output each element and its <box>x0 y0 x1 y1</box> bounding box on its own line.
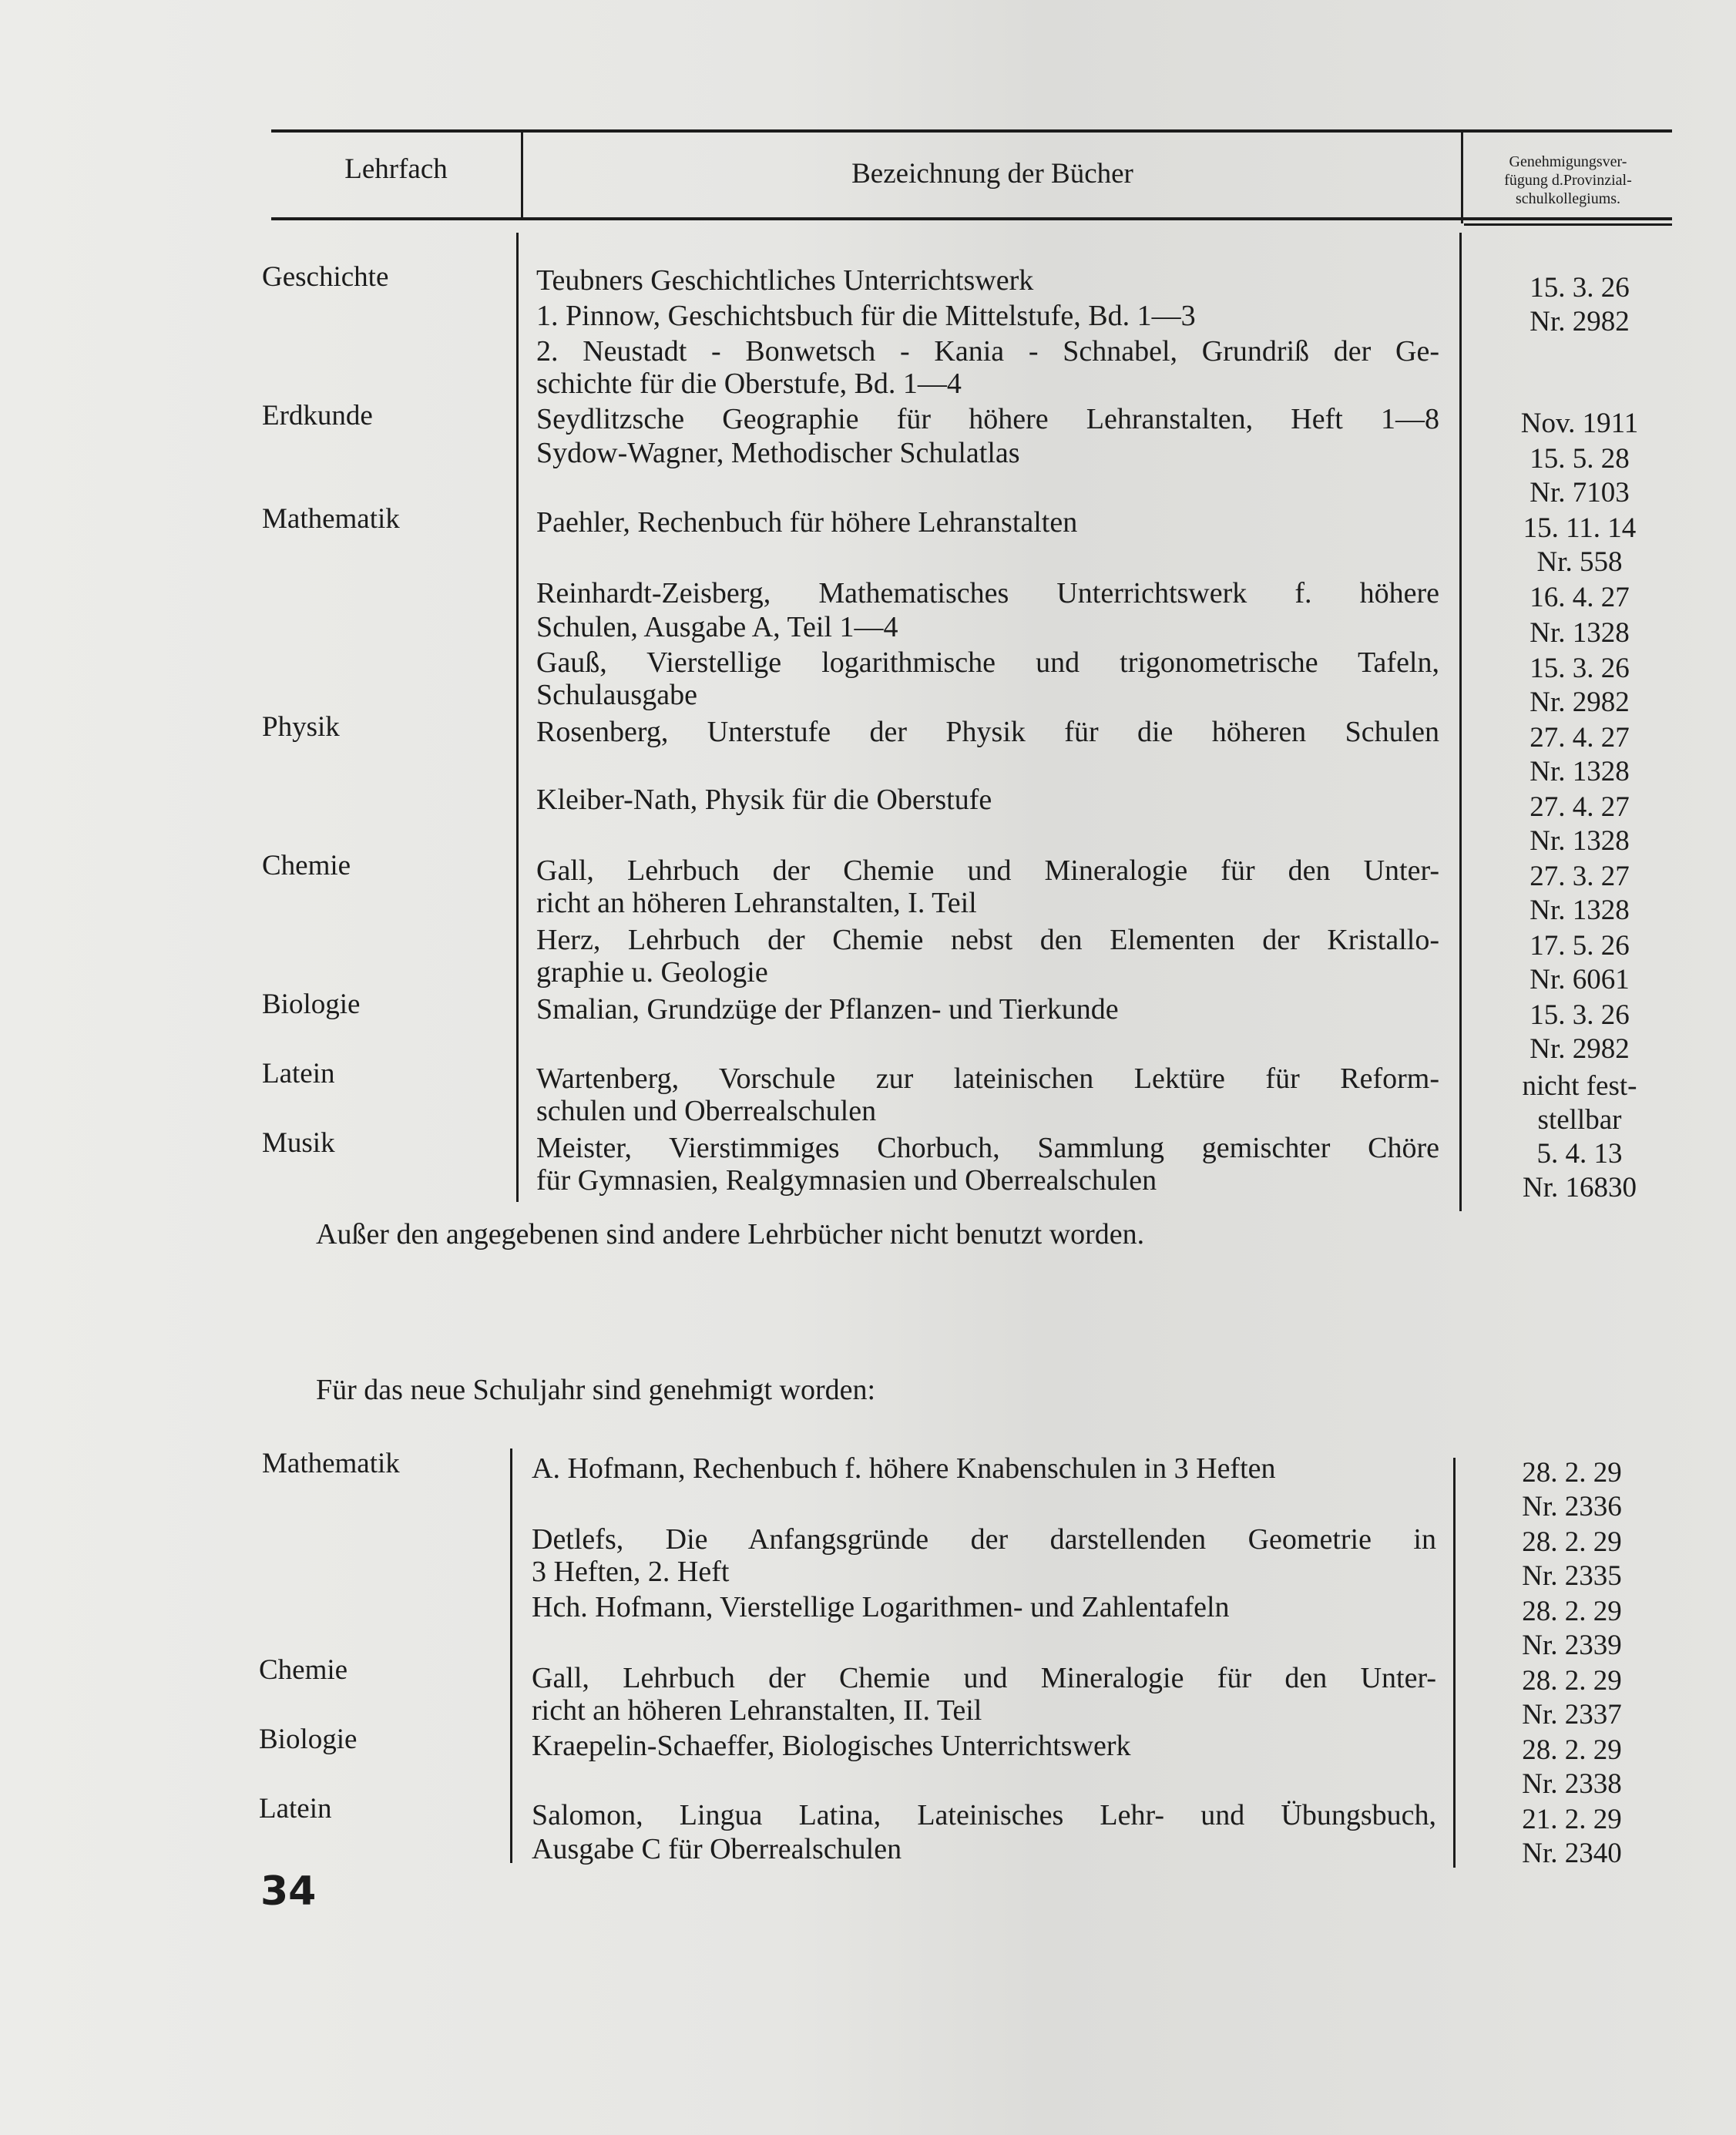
table2-divider-left <box>510 1449 512 1863</box>
book-line: 2. Neustadt - Bonwetsch - Kania - Schnabel, Grundriß der Ge- <box>536 335 1439 368</box>
approval-entry: Nr. 7103 <box>1529 477 1630 509</box>
book-line: A. Hofmann, Rechenbuch f. höhere Knabenschulen in 3 Heften <box>532 1452 1276 1485</box>
approval-entry: Nr. 2337 <box>1522 1699 1622 1730</box>
approval-entry: Nr. 2339 <box>1522 1630 1622 1661</box>
approval-entry: 27. 3. 27 <box>1529 861 1630 892</box>
approval-entry: 15. 11. 14 <box>1523 512 1637 544</box>
book-line: Gall, Lehrbuch der Chemie und Mineralogie für den Unter- <box>532 1662 1436 1694</box>
subject-geschichte: Geschichte <box>262 261 389 293</box>
subject-chemie: Chemie <box>262 850 351 881</box>
approval-entry: 28. 2. 29 <box>1522 1734 1622 1766</box>
approval-entry: Nr. 2335 <box>1522 1560 1622 1592</box>
book-line: schulen und Oberrealschulen <box>536 1095 877 1127</box>
approval-entry: 27. 4. 27 <box>1529 791 1630 823</box>
book-line: Salomon, Lingua Latina, Lateinisches Lehr- und Übungsbuch, <box>532 1799 1436 1831</box>
approval-entry: Nr. 1328 <box>1529 895 1630 926</box>
book-line: Gall, Lehrbuch der Chemie und Mineralogie für den Unter- <box>536 854 1439 887</box>
book-line: 1. Pinnow, Geschichtsbuch für die Mittelstufe, Bd. 1—3 <box>536 300 1196 332</box>
book-line: Hch. Hofmann, Vierstellige Logarithmen- und Zahlentafeln <box>532 1591 1230 1623</box>
approval-entry: 15. 3. 26 <box>1529 272 1630 304</box>
subject-chemie-new: Chemie <box>259 1654 348 1686</box>
subject-mathematik: Mathematik <box>262 503 400 535</box>
approval-entry: 16. 4. 27 <box>1529 582 1630 613</box>
book-line: Smalian, Grundzüge der Pflanzen- und Tierkunde <box>536 993 1119 1026</box>
note-text: Außer den angegebenen sind andere Lehrbücher nicht benutzt worden. <box>316 1218 1145 1250</box>
book-line: Schulausgabe <box>536 679 697 711</box>
approval-entry: Nr. 16830 <box>1523 1172 1637 1203</box>
approval-entry: Nr. 6061 <box>1529 964 1630 995</box>
table1-divider-left <box>516 233 519 1202</box>
book-line: 3 Heften, 2. Heft <box>532 1556 730 1588</box>
approval-entry: Nr. 1328 <box>1529 617 1630 649</box>
approval-entry: 21. 2. 29 <box>1522 1804 1622 1835</box>
approval-entry: Nov. 1911 <box>1520 408 1639 439</box>
approval-entry: Nr. 2982 <box>1529 1033 1630 1065</box>
approval-entry: 28. 2. 29 <box>1522 1596 1622 1627</box>
book-line: Gauß, Vierstellige logarithmische und trigonometrische Tafeln, <box>536 646 1439 679</box>
book-line: richt an höheren Lehranstalten, II. Teil <box>532 1694 982 1727</box>
book-line: Meister, Vierstimmiges Chorbuch, Sammlung gemischter Chöre <box>536 1132 1439 1164</box>
subject-latein-new: Latein <box>259 1793 332 1824</box>
book-line: Sydow-Wagner, Methodischer Schulatlas <box>536 437 1020 469</box>
approval-entry: Nr. 2338 <box>1522 1768 1622 1800</box>
approval-entry: 15. 5. 28 <box>1529 443 1630 475</box>
approval-entry: 28. 2. 29 <box>1522 1526 1622 1558</box>
header-divider-right <box>1461 133 1463 223</box>
book-line: richt an höheren Lehranstalten, I. Teil <box>536 887 977 919</box>
subject-erdkunde: Erdkunde <box>262 400 373 431</box>
book-line: Ausgabe C für Oberrealschulen <box>532 1833 902 1865</box>
book-line: Kraepelin-Schaeffer, Biologisches Unterrichtswerk <box>532 1730 1131 1762</box>
approval-entry: Nr. 2336 <box>1522 1491 1622 1522</box>
approval-entry: nicht fest- <box>1522 1070 1637 1102</box>
book-line: schichte für die Oberstufe, Bd. 1—4 <box>536 368 962 400</box>
book-line: Herz, Lehrbuch der Chemie nebst den Elementen der Kristallo- <box>536 924 1439 956</box>
approval-entry: Nr. 2982 <box>1529 686 1630 718</box>
approval-entry: 17. 5. 26 <box>1529 930 1630 962</box>
header-books: Bezeichnung der Bücher <box>851 158 1133 190</box>
header-approval: Genehmigungsver- fügung d.Provinzial- schulkollegiums. <box>1504 153 1632 207</box>
subject-latein: Latein <box>262 1058 335 1089</box>
book-line: für Gymnasien, Realgymnasien und Oberrealschulen <box>536 1164 1157 1197</box>
approval-entry: Nr. 2340 <box>1522 1838 1622 1869</box>
subject-biologie: Biologie <box>262 989 361 1020</box>
subject-mathematik-new: Mathematik <box>262 1448 400 1479</box>
table2-divider-right <box>1453 1458 1456 1868</box>
subject-biologie-new: Biologie <box>259 1724 358 1755</box>
page-number: 34 <box>260 1868 317 1915</box>
book-line: Detlefs, Die Anfangsgründe der darstellenden Geometrie in <box>532 1523 1436 1556</box>
intro-text: Für das neue Schuljahr sind genehmigt worden: <box>316 1374 876 1406</box>
book-line: Reinhardt-Zeisberg, Mathematisches Unterrichtswerk f. höhere <box>536 577 1439 609</box>
approval-entry: 28. 2. 29 <box>1522 1457 1622 1489</box>
approval-entry: 27. 4. 27 <box>1529 722 1630 754</box>
book-line: graphie u. Geologie <box>536 956 768 989</box>
approval-entry: 15. 3. 26 <box>1529 653 1630 684</box>
approval-entry: stellbar <box>1537 1104 1622 1136</box>
approval-entry: Nr. 1328 <box>1529 756 1630 787</box>
table1-divider-right <box>1459 233 1462 1211</box>
approval-entry: 15. 3. 26 <box>1529 999 1630 1031</box>
book-line: Kleiber-Nath, Physik für die Oberstufe <box>536 784 992 816</box>
approval-entry: Nr. 558 <box>1536 546 1623 578</box>
book-line: Rosenberg, Unterstufe der Physik für die höheren Schulen <box>536 716 1439 748</box>
header-divider-left <box>521 133 523 217</box>
approval-entry: 5. 4. 13 <box>1536 1138 1623 1170</box>
book-line: Schulen, Ausgabe A, Teil 1—4 <box>536 611 898 643</box>
header-bottom-rule-right <box>1464 223 1672 226</box>
book-line: Wartenberg, Vorschule zur lateinischen Lektüre für Reform- <box>536 1062 1439 1095</box>
approval-entry: Nr. 2982 <box>1529 306 1630 337</box>
subject-physik: Physik <box>262 711 340 743</box>
book-line: Seydlitzsche Geographie für höhere Lehranstalten, Heft 1—8 <box>536 403 1439 435</box>
approval-entry: Nr. 1328 <box>1529 825 1630 857</box>
subject-musik: Musik <box>262 1127 335 1159</box>
header-subject: Lehrfach <box>344 153 448 185</box>
approval-entry: 28. 2. 29 <box>1522 1665 1622 1697</box>
book-line: Paehler, Rechenbuch für höhere Lehranstalten <box>536 506 1078 539</box>
book-line: Teubners Geschichtliches Unterrichtswerk <box>536 264 1034 297</box>
